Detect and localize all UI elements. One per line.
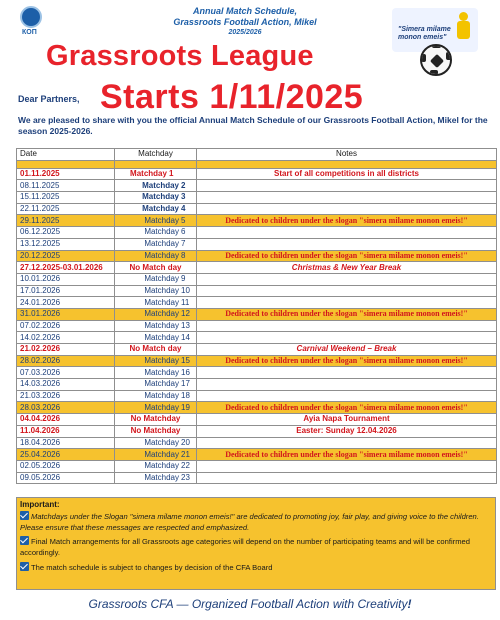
cell-note: Dedicated to children under the slogan "simera milame monon emeis!"	[197, 308, 497, 320]
cell-note	[197, 390, 497, 402]
table-row	[17, 355, 497, 367]
table-row	[17, 250, 497, 262]
cell-note	[197, 192, 497, 204]
cell-matchday: Matchday 16	[115, 367, 197, 379]
important-item-3: The match schedule is subject to changes by decision of the CFA Board	[20, 562, 494, 574]
column-header-notes: Notes	[197, 149, 497, 161]
cell-note	[197, 227, 497, 239]
column-header-matchday: Matchday	[115, 149, 197, 161]
cell-date: 06.12.2025	[17, 227, 115, 239]
soccer-ball-icon	[420, 44, 452, 76]
cell-note: Carnival Weekend – Break	[197, 344, 497, 356]
simera-logo-text: "Simera milame monon emeis"	[398, 26, 451, 41]
table-row	[17, 425, 497, 437]
cell-date: 22.11.2025	[17, 203, 115, 215]
cell-matchday: Matchday 6	[115, 227, 197, 239]
cell-note: Christmas & New Year Break	[197, 262, 497, 274]
cell-date: 31.01.2026	[17, 308, 115, 320]
football-logo-icon	[20, 6, 42, 28]
schedule-header	[110, 6, 380, 40]
table-row	[17, 285, 497, 297]
table-row	[17, 238, 497, 250]
cell-matchday: No Matchday	[115, 414, 197, 426]
cell-matchday: Matchday 15	[115, 355, 197, 367]
cell-note: Start of all competitions in all districts	[197, 168, 497, 180]
cell-matchday: Matchday 17	[115, 379, 197, 391]
cell-note: Easter: Sunday 12.04.2026	[197, 425, 497, 437]
cell-note	[197, 180, 497, 192]
cell-date: 14.02.2026	[17, 332, 115, 344]
cell-note	[197, 285, 497, 297]
cell-matchday: Matchday 12	[115, 308, 197, 320]
cell-note: Dedicated to children under the slogan "simera milame monon emeis!"	[197, 402, 497, 414]
table-row	[17, 460, 497, 472]
cell-date: 15.11.2025	[17, 192, 115, 204]
table-row	[17, 367, 497, 379]
table-row	[17, 437, 497, 449]
table-row	[17, 390, 497, 402]
matchday-number: 8	[181, 250, 186, 260]
cell-matchday: Matchday 11	[115, 297, 197, 309]
cell-matchday: Matchday 22	[115, 460, 197, 472]
kop-logo-text: КОП	[22, 29, 37, 36]
cell-matchday: Matchday 7	[115, 238, 197, 250]
important-item-1: Matchdays under the Slogan "simera milame monon emeis!" are dedicated to promoting joy, fair play, and giving voice to the children. Please ensure that these messages are respected and emphasized.	[20, 512, 479, 532]
cell-date: 07.02.2026	[17, 320, 115, 332]
cell-matchday: Matchday 8	[115, 250, 197, 262]
cell-date: 28.02.2026	[17, 355, 115, 367]
checkbox-checked-icon	[20, 511, 29, 520]
header-line-1: Annual Match Schedule,	[192, 6, 297, 16]
cell-date: 28.03.2026	[17, 402, 115, 414]
matchday-number: 14	[181, 332, 190, 342]
table-row	[17, 297, 497, 309]
kop-logo	[12, 6, 56, 42]
matchday-number: 13	[181, 320, 190, 330]
table-row	[17, 215, 497, 227]
table-row	[17, 203, 497, 215]
cell-matchday: No Matchday	[115, 425, 197, 437]
matchday-number: 21	[181, 449, 190, 459]
cell-date: 08.11.2025	[17, 180, 115, 192]
cell-date: 18.04.2026	[17, 437, 115, 449]
important-notes-box	[16, 497, 496, 590]
table-row	[17, 168, 497, 180]
header-line-2: Grassroots Football Action, Mikel	[173, 17, 317, 27]
table-header-row	[17, 149, 497, 161]
matchday-number: 4	[181, 204, 186, 214]
cell-note	[197, 472, 497, 484]
cell-matchday: Matchday 5	[115, 215, 197, 227]
matchday-number: 20	[181, 437, 190, 447]
matchday-number: 6	[181, 227, 186, 237]
cell-matchday: Matchday 23	[115, 472, 197, 484]
matchday-number: 15	[181, 356, 190, 366]
cell-note: Dedicated to children under the slogan "simera milame monon emeis!"	[197, 449, 497, 461]
column-header-date: Date	[17, 149, 115, 161]
cell-matchday: Matchday 1	[115, 168, 197, 180]
table-row	[17, 262, 497, 274]
cell-date: 10.01.2026	[17, 273, 115, 285]
checkbox-checked-icon	[20, 562, 29, 571]
cell-note	[197, 437, 497, 449]
table-row	[17, 192, 497, 204]
matchday-number: 5	[181, 215, 186, 225]
cell-date: 14.03.2026	[17, 379, 115, 391]
cell-date: 04.04.2026	[17, 414, 115, 426]
cell-date: 20.12.2025	[17, 250, 115, 262]
matchday-number: 19	[181, 402, 190, 412]
table-row	[17, 379, 497, 391]
cell-note	[197, 367, 497, 379]
footer-slogan: Grassroots CFA — Organized Football Action with Creativity!	[88, 597, 412, 611]
cell-matchday: Matchday 13	[115, 320, 197, 332]
greeting: Dear Partners,	[18, 94, 80, 104]
table-row	[17, 180, 497, 192]
cell-date: 07.03.2026	[17, 367, 115, 379]
cell-note	[197, 203, 497, 215]
cell-note: Dedicated to children under the slogan "simera milame monon emeis!"	[197, 250, 497, 262]
cell-matchday: Matchday 3	[115, 192, 197, 204]
cell-date: 29.11.2025	[17, 215, 115, 227]
table-row	[17, 414, 497, 426]
table-row	[17, 332, 497, 344]
cell-note	[197, 379, 497, 391]
cell-date: 02.05.2026	[17, 460, 115, 472]
important-item-2: Final Match arrangements for all Grassroots age categories will depend on the number of participating teams and will be confirmed accordingly.	[20, 537, 470, 557]
cell-matchday: Matchday 14	[115, 332, 197, 344]
table-row	[17, 472, 497, 484]
matchday-number: 3	[181, 192, 186, 202]
cell-matchday: Matchday 20	[115, 437, 197, 449]
header-season: 2025/2026	[228, 29, 262, 36]
schedule-table	[16, 148, 497, 484]
matchday-number: 16	[181, 367, 190, 377]
table-row	[17, 227, 497, 239]
cell-note	[197, 297, 497, 309]
cell-note: Ayia Napa Tournament	[197, 414, 497, 426]
top-header	[0, 0, 500, 44]
matchday-number: 11	[181, 297, 190, 307]
cell-matchday: Matchday 9	[115, 273, 197, 285]
cell-date: 01.11.2025	[17, 168, 115, 180]
cell-date: 21.02.2026	[17, 344, 115, 356]
matchday-number: 2	[181, 180, 186, 190]
cell-date: 17.01.2026	[17, 285, 115, 297]
child-figure-icon	[454, 12, 472, 42]
cell-matchday: Matchday 2	[115, 180, 197, 192]
matchday-number: 18	[181, 391, 190, 401]
cell-matchday: Matchday 21	[115, 449, 197, 461]
matchday-number: 12	[181, 309, 190, 319]
matchday-number: 17	[181, 379, 190, 389]
checkbox-checked-icon	[20, 536, 29, 545]
matchday-number: 10	[181, 285, 190, 295]
cell-note	[197, 238, 497, 250]
matchday-number: 22	[181, 461, 190, 471]
cell-note: Dedicated to children under the slogan "simera milame monon emeis!"	[197, 355, 497, 367]
cell-matchday: Matchday 19	[115, 402, 197, 414]
cell-matchday: No Match day	[115, 344, 197, 356]
table-row	[17, 449, 497, 461]
table-row	[17, 308, 497, 320]
cell-date: 21.03.2026	[17, 390, 115, 402]
cell-matchday: No Match day	[115, 262, 197, 274]
matchday-number: 7	[181, 239, 186, 249]
cell-note: Dedicated to children under the slogan "simera milame monon emeis!"	[197, 215, 497, 227]
table-spacer-row	[17, 160, 497, 168]
cell-matchday: Matchday 10	[115, 285, 197, 297]
cell-note	[197, 273, 497, 285]
cell-date: 25.04.2026	[17, 449, 115, 461]
cell-date: 24.01.2026	[17, 297, 115, 309]
title-line-1: Grassroots League	[46, 40, 314, 72]
intro-paragraph: We are pleased to share with you the official Annual Match Schedule of our Grassroots Football Action, Mikel for the season 2025-2026.	[18, 115, 488, 136]
cell-matchday: Matchday 4	[115, 203, 197, 215]
title-line-2: Starts 1/11/2025	[100, 78, 364, 116]
cell-date: 27.12.2025-03.01.2026	[17, 262, 115, 274]
cell-date: 11.04.2026	[17, 425, 115, 437]
cell-date: 09.05.2026	[17, 472, 115, 484]
cell-date: 13.12.2025	[17, 238, 115, 250]
table-row	[17, 402, 497, 414]
matchday-number: 23	[181, 472, 190, 482]
table-row	[17, 320, 497, 332]
cell-note	[197, 332, 497, 344]
table-row	[17, 344, 497, 356]
matchday-number: 9	[181, 274, 186, 284]
matchday-number: 1	[168, 169, 174, 179]
table-row	[17, 273, 497, 285]
cell-note	[197, 320, 497, 332]
cell-note	[197, 460, 497, 472]
important-title: Important:	[20, 500, 60, 509]
cell-matchday: Matchday 18	[115, 390, 197, 402]
